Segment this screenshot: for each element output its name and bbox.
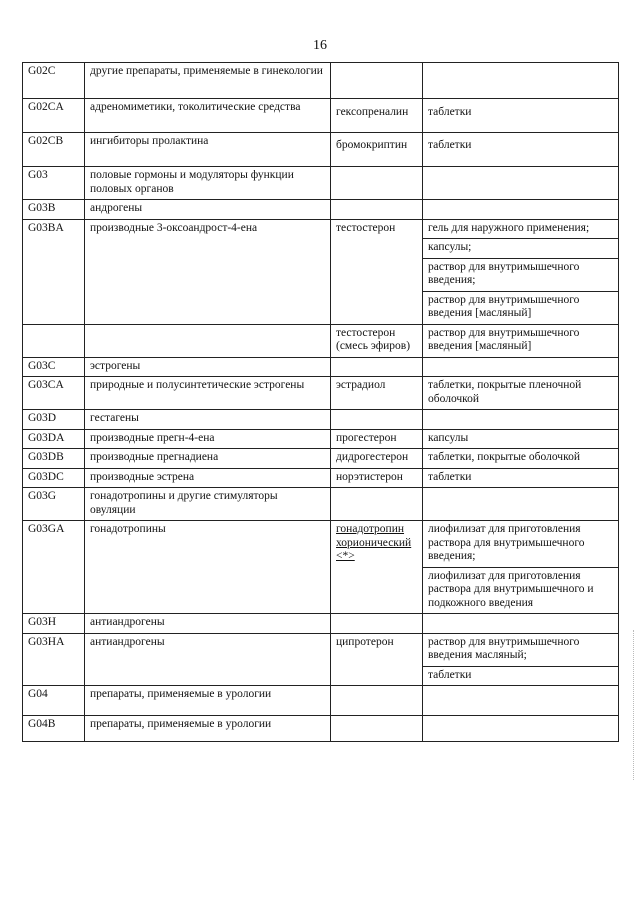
atc-code: G03HA <box>23 633 85 686</box>
dosage-forms <box>423 357 619 377</box>
table-row <box>23 357 619 377</box>
group-name: препараты, применяемые в урологии <box>85 716 331 742</box>
group-name: адреномиметики, токолитические средства <box>85 99 331 133</box>
dosage-forms <box>423 63 619 99</box>
atc-code: G03B <box>23 200 85 220</box>
drug-name: гексопреналин <box>331 99 423 133</box>
table-row <box>23 633 619 686</box>
dosage-form: таблетки <box>428 139 472 151</box>
atc-code: G02C <box>23 63 85 99</box>
dosage-forms <box>423 99 619 133</box>
dosage-form: капсулы <box>428 431 469 444</box>
dosage-forms <box>423 377 619 410</box>
group-name: гонадотропины и другие стимуляторы овуляции <box>85 488 331 521</box>
dosage-forms <box>423 488 619 521</box>
drug-name: эстрадиол <box>331 377 423 410</box>
drug-name: тестостерон (смесь эфиров) <box>331 324 423 357</box>
table-row <box>23 468 619 488</box>
dosage-form: раствор для внутримышечного введения [масляный] <box>423 291 618 321</box>
table-row <box>23 488 619 521</box>
dosage-form: лиофилизат для приготовления раствора для внутримышечного введения; <box>428 523 585 562</box>
dosage-forms <box>423 429 619 449</box>
drug-name <box>331 167 423 200</box>
dosage-forms <box>423 133 619 167</box>
dosage-forms <box>423 468 619 488</box>
group-name: антиандрогены <box>85 614 331 634</box>
group-name: производные 3-оксоандрост-4-ена <box>85 219 331 324</box>
atc-code: G03D <box>23 410 85 430</box>
atc-code: G03DB <box>23 449 85 469</box>
dosage-form: таблетки <box>423 666 618 683</box>
table-row <box>23 63 619 99</box>
dosage-forms <box>423 633 619 686</box>
atc-code: G03H <box>23 614 85 634</box>
drug-classification-table <box>22 62 619 742</box>
atc-code <box>23 324 85 357</box>
table-row <box>23 686 619 716</box>
margin-scan-mark <box>630 630 634 780</box>
atc-code: G03C <box>23 357 85 377</box>
table-row <box>23 377 619 410</box>
drug-name: тестостерон <box>331 219 423 324</box>
page-number: 16 <box>313 38 327 53</box>
drug-name: прогестерон <box>331 429 423 449</box>
atc-code: G02CB <box>23 133 85 167</box>
table-row <box>23 219 619 324</box>
group-name: гестагены <box>85 410 331 430</box>
drug-name: бромокриптин <box>331 133 423 167</box>
table-row <box>23 200 619 220</box>
drug-name <box>331 200 423 220</box>
drug-name: гонадотропин хорионический <*> <box>331 521 423 614</box>
table-row <box>23 716 619 742</box>
group-name: ингибиторы пролактина <box>85 133 331 167</box>
group-name: производные прегнадиена <box>85 449 331 469</box>
group-name: эстрогены <box>85 357 331 377</box>
dosage-forms <box>423 219 619 324</box>
dosage-form: раствор для внутримышечного введения масляный; <box>428 635 580 661</box>
table-row <box>23 167 619 200</box>
table-row <box>23 614 619 634</box>
dosage-form: гель для наружного применения; <box>428 221 590 234</box>
drug-name: ципротерон <box>331 633 423 686</box>
dosage-form: капсулы; <box>423 238 618 255</box>
dosage-form: таблетки, покрытые оболочкой <box>428 451 580 463</box>
dosage-forms <box>423 200 619 220</box>
atc-code: G03BA <box>23 219 85 324</box>
atc-code: G04B <box>23 716 85 742</box>
table-row <box>23 449 619 469</box>
table-row <box>23 133 619 167</box>
dosage-forms <box>423 521 619 614</box>
atc-code: G03G <box>23 488 85 521</box>
drug-name <box>331 686 423 716</box>
drug-name <box>331 488 423 521</box>
dosage-forms <box>423 716 619 742</box>
dosage-form: лиофилизат для приготовления раствора для внутримышечного и подкожного введения <box>423 567 618 611</box>
group-name: производные прегн-4-ена <box>85 429 331 449</box>
table-row <box>23 429 619 449</box>
table-row <box>23 410 619 430</box>
dosage-forms <box>423 449 619 469</box>
dosage-forms <box>423 167 619 200</box>
atc-code: G03DC <box>23 468 85 488</box>
drug-name <box>331 357 423 377</box>
dosage-form: раствор для внутримышечного введения [масляный] <box>428 326 580 352</box>
table-row <box>23 324 619 357</box>
table-row <box>23 521 619 614</box>
drug-name <box>331 716 423 742</box>
atc-code: G03DA <box>23 429 85 449</box>
dosage-form: таблетки, покрытые пленочной оболочкой <box>428 379 582 405</box>
atc-code: G02CA <box>23 99 85 133</box>
drug-name: норэтистерон <box>331 468 423 488</box>
group-name: природные и полусинтетические эстрогены <box>85 377 331 410</box>
dosage-forms <box>423 686 619 716</box>
dosage-forms <box>423 614 619 634</box>
atc-code: G03GA <box>23 521 85 614</box>
group-name: гонадотропины <box>85 521 331 614</box>
atc-code: G03CA <box>23 377 85 410</box>
group-name: андрогены <box>85 200 331 220</box>
group-name: половые гормоны и модуляторы функции половых органов <box>85 167 331 200</box>
atc-code: G04 <box>23 686 85 716</box>
group-name: производные эстрена <box>85 468 331 488</box>
group-name: антиандрогены <box>85 633 331 686</box>
group-name: другие препараты, применяемые в гинекологии <box>85 63 331 99</box>
group-name: препараты, применяемые в урологии <box>85 686 331 716</box>
dosage-form: раствор для внутримышечного введения; <box>423 258 618 288</box>
group-name <box>85 324 331 357</box>
dosage-forms <box>423 324 619 357</box>
table-row <box>23 99 619 133</box>
drug-name: дидрогестерон <box>331 449 423 469</box>
drug-name <box>331 63 423 99</box>
dosage-form: таблетки <box>428 470 472 483</box>
drug-name <box>331 614 423 634</box>
atc-code: G03 <box>23 167 85 200</box>
dosage-form: таблетки <box>428 106 472 118</box>
drug-name <box>331 410 423 430</box>
dosage-forms <box>423 410 619 430</box>
